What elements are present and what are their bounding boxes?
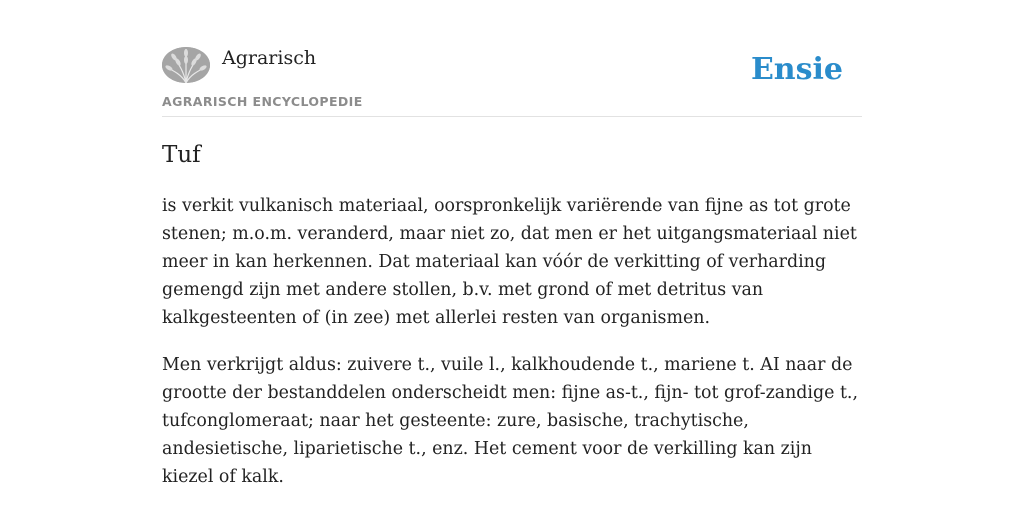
source-avatar[interactable] (162, 47, 210, 83)
header (162, 44, 862, 117)
article-paragraph: is verkit vulkanisch materiaal, oorspronkelijk variërende van fijne as tot grote stenen; m.o.m. veranderd, maar niet zo, dat men er het uitgangsmateriaal niet meer in kan herkennen. Dat materiaal kan vóór de verkitting of verharding gemengd zijn met andere stollen, b.v. met grond of met detritus van kalkgesteenten of (in zee) met allerlei resten van organismen. (162, 196, 857, 328)
source-subtitle: AGRARISCH ENCYCLOPEDIE (162, 94, 363, 109)
brand-logo-link[interactable]: Ensie (750, 52, 843, 87)
wheat-icon (162, 47, 210, 83)
article-body (162, 192, 862, 510)
article-title: Tuf (162, 142, 201, 168)
source-name-link[interactable]: Agrarisch (222, 47, 317, 69)
article-paragraph: Men verkrijgt aldus: zuivere t., vuile l., kalkhoudende t., mariene t. AI naar de grootte der bestanddelen onderscheidt men: fijne as-t., fijn- tot grof-zandige t., tufconglomeraat; naar het gesteente: zure, basische, trachytische, andesietische, liparietische t., enz. Het cement voor de verkilling kan zijn kiezel of kalk. (162, 355, 858, 487)
